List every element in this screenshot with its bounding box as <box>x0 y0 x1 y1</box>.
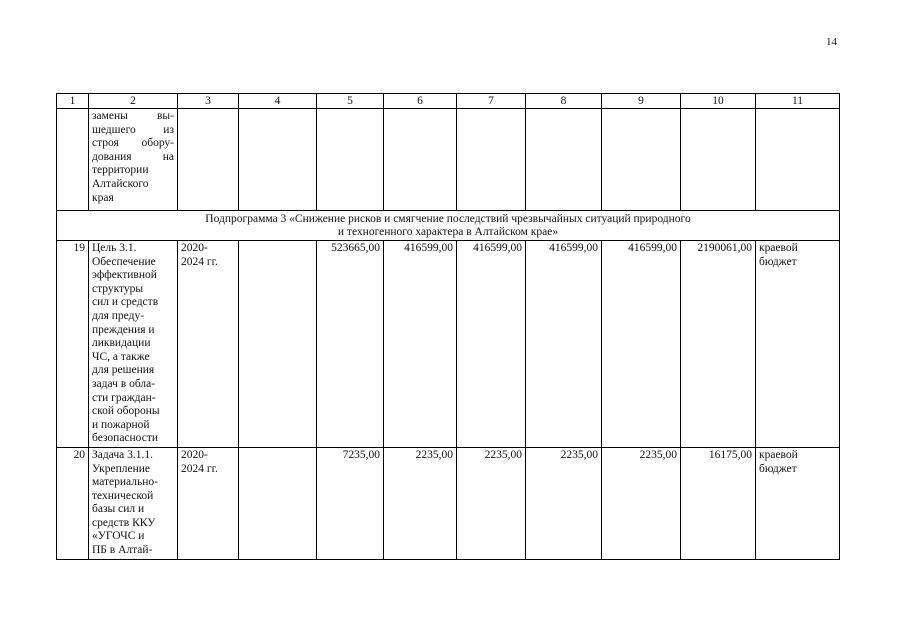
description-line: и пожарной <box>92 418 150 431</box>
period-line: 2020- <box>181 242 208 254</box>
subprogram-heading <box>57 211 840 241</box>
description-line: безопасности <box>92 432 159 445</box>
table-cell <box>178 109 239 211</box>
description-line: строя обору- <box>92 137 174 150</box>
description-line: шедшего из <box>92 123 174 136</box>
source-line: краевой <box>759 242 798 254</box>
value-cell: 416599,00 <box>526 241 602 448</box>
description-line: Цель 3.1. <box>92 242 137 254</box>
description-line: края <box>92 191 114 204</box>
column-number: 2 <box>89 94 178 109</box>
table-cell <box>239 241 317 448</box>
column-number: 9 <box>602 94 681 109</box>
description-line: сти граждан- <box>92 391 156 404</box>
description-line: технической <box>92 489 154 502</box>
table-cell <box>681 109 756 211</box>
description-cell <box>89 109 178 211</box>
column-number: 3 <box>178 94 239 109</box>
value-cell: 2235,00 <box>602 447 681 559</box>
subprogram-heading-line1: Подпрограмма 3 «Снижение рисков и смягчение последствий чрезвычайных ситуаций природного <box>205 213 691 225</box>
total-cell: 2190061,00 <box>681 241 756 448</box>
value-cell: 416599,00 <box>602 241 681 448</box>
description-line: Укрепление <box>92 462 150 475</box>
description-line: дования на <box>92 150 174 163</box>
table-cell <box>317 109 384 211</box>
subprogram-heading-row <box>57 211 840 241</box>
source-line: краевой <box>759 448 798 461</box>
table-cell <box>239 109 317 211</box>
description-line: материально- <box>92 476 158 489</box>
description-line: замены вы- <box>92 110 174 122</box>
column-number: 8 <box>526 94 602 109</box>
column-number-row <box>57 94 840 109</box>
description-line: преждения и <box>92 323 155 336</box>
description-line: Задача 3.1.1. <box>92 448 153 461</box>
column-number: 7 <box>457 94 526 109</box>
table-cell <box>756 109 840 211</box>
period-line: 2024 гг. <box>181 255 218 268</box>
table-cell <box>57 109 89 211</box>
description-line: Алтайского <box>92 177 149 190</box>
budget-table <box>56 93 840 560</box>
description-line: эффективной <box>92 269 157 282</box>
description-line: ПБ в Алтай- <box>92 544 153 557</box>
period-cell <box>178 241 239 448</box>
description-cell <box>89 447 178 559</box>
subprogram-heading-line2: и техногенного характера в Алтайском крае» <box>337 226 559 238</box>
table-cell <box>384 109 457 211</box>
column-number: 5 <box>317 94 384 109</box>
value-cell: 2235,00 <box>457 447 526 559</box>
column-number: 1 <box>57 94 89 109</box>
value-cell: 2235,00 <box>384 447 457 559</box>
source-line: бюджет <box>759 462 797 475</box>
table-cell <box>526 109 602 211</box>
description-line: Обеспечение <box>92 255 156 268</box>
description-line: для решения <box>92 364 155 377</box>
description-line: задач в обла- <box>92 377 156 390</box>
description-line: для преду- <box>92 309 145 322</box>
column-number: 6 <box>384 94 457 109</box>
description-line: базы сил и <box>92 503 145 516</box>
source-line: бюджет <box>759 255 797 268</box>
continuation-row <box>57 109 840 211</box>
value-cell: 2235,00 <box>526 447 602 559</box>
description-line: ской обороны <box>92 405 160 418</box>
description-line: территории <box>92 164 149 177</box>
period-line: 2024 гг. <box>181 462 218 475</box>
table-row <box>57 241 840 448</box>
description-line: средств ККУ <box>92 516 156 529</box>
value-cell: 416599,00 <box>457 241 526 448</box>
table-cell <box>602 109 681 211</box>
row-index: 19 <box>57 241 89 448</box>
description-cell <box>89 241 178 448</box>
value-cell: 523665,00 <box>317 241 384 448</box>
column-number: 11 <box>756 94 840 109</box>
row-index: 20 <box>57 447 89 559</box>
description-line: ликвидации <box>92 337 151 350</box>
description-line: структуры <box>92 282 144 295</box>
period-line: 2020- <box>181 448 208 461</box>
value-cell: 7235,00 <box>317 447 384 559</box>
total-cell: 16175,00 <box>681 447 756 559</box>
table-cell <box>457 109 526 211</box>
value-cell: 416599,00 <box>384 241 457 448</box>
column-number: 10 <box>681 94 756 109</box>
description-line: «УГОЧС и <box>92 530 145 543</box>
source-cell <box>756 241 840 448</box>
description-line: ЧС, а также <box>92 350 150 363</box>
page-number: 14 <box>826 36 837 48</box>
column-number: 4 <box>239 94 317 109</box>
table-row <box>57 447 840 559</box>
source-cell <box>756 447 840 559</box>
period-cell <box>178 447 239 559</box>
description-line: сил и средств <box>92 296 159 309</box>
table-cell <box>239 447 317 559</box>
